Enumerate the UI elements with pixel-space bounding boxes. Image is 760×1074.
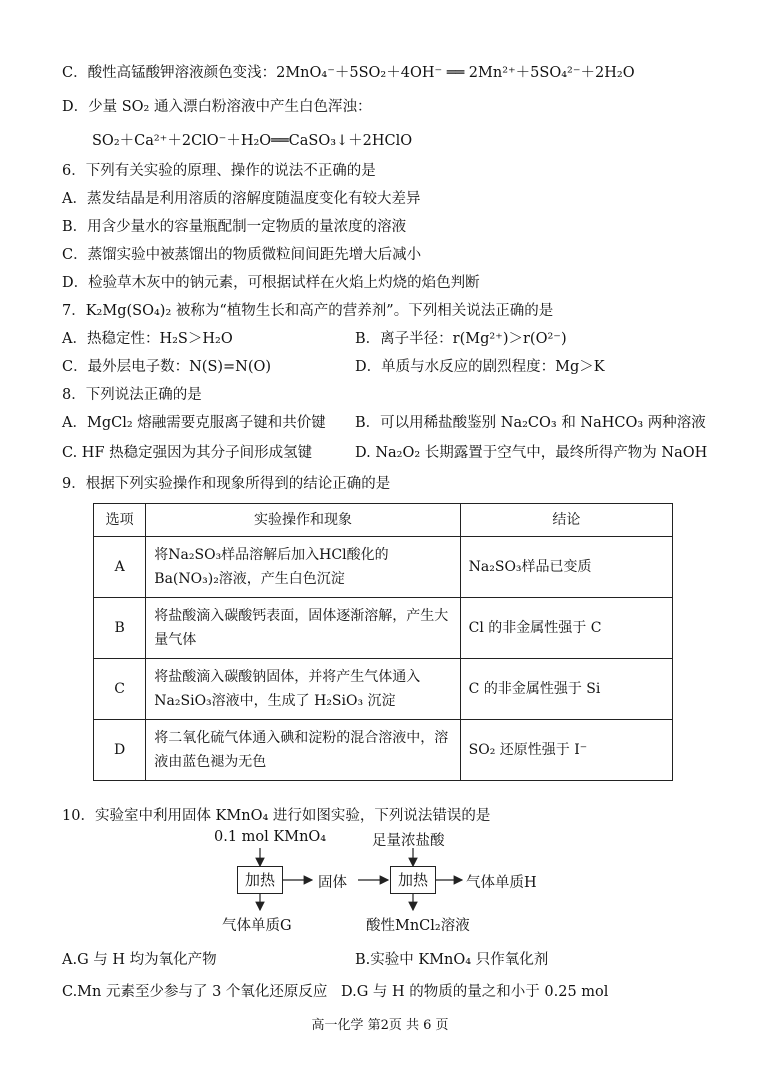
diagram-solid: 固体 — [318, 875, 347, 891]
table-row — [94, 537, 673, 598]
q8-option-b: B．可以用稀盐酸鉴别 Na₂CO₃ 和 NaHCO₃ 两种溶液 — [355, 415, 706, 431]
row-conclusion: Cl 的非金属性强于 C — [460, 598, 672, 659]
row-option: A — [94, 537, 146, 598]
header-conclusion: 结论 — [460, 504, 672, 537]
q7-option-d: D．单质与水反应的剧烈程度：Mg＞K — [355, 359, 605, 375]
q7-stem: 7．K₂Mg(SO₄)₂ 被称为“植物生长和高产的营养剂”。下列相关说法正确的是 — [62, 303, 554, 319]
row-option: D — [94, 720, 146, 781]
q10-stem: 10．实验室中利用固体 KMnO₄ 进行如图实验，下列说法错误的是 — [62, 808, 491, 824]
q10-option-b: B.实验中 KMnO₄ 只作氧化剂 — [355, 952, 549, 968]
row-conclusion: C 的非金属性强于 Si — [460, 659, 672, 720]
q8-option-c: C. HF 热稳定强因为其分子间形成氢键 — [62, 445, 313, 461]
row-conclusion: SO₂ 还原性强于 I⁻ — [460, 720, 672, 781]
diagram-reagent2: 足量浓盐酸 — [372, 833, 445, 849]
row-conclusion: Na₂SO₃样品已变质 — [460, 537, 672, 598]
q10-option-d: D.G 与 H 的物质的量之和小于 0.25 mol — [341, 984, 609, 1000]
row-operation: 将Na₂SO₃样品溶解后加入HCl酸化的Ba(NO₃)₂溶液，产生白色沉淀 — [146, 537, 460, 598]
q7-option-a: A．热稳定性：H₂S＞H₂O — [62, 331, 233, 347]
diagram-reagent1: 0.1 mol KMnO₄ — [214, 829, 327, 845]
q10-option-a: A.G 与 H 均为氧化产物 — [62, 952, 217, 968]
q7-option-b: B．离子半径：r(Mg²⁺)＞r(O²⁻) — [355, 331, 567, 347]
row-option: B — [94, 598, 146, 659]
row-operation: 将盐酸滴入碳酸钙表面，固体逐渐溶解，产生大量气体 — [146, 598, 460, 659]
row-operation: 将二氧化硫气体通入碘和淀粉的混合溶液中，溶液由蓝色褪为无色 — [146, 720, 460, 781]
table-row — [94, 659, 673, 720]
q8-option-a: A．MgCl₂ 熔融需要克服离子键和共价键 — [62, 415, 326, 431]
table-row — [94, 598, 673, 659]
table-header-row — [94, 504, 673, 537]
diagram-gas-h: 气体单质H — [466, 875, 537, 891]
q5-option-d-equation: SO₂＋Ca²⁺＋2ClO⁻＋H₂O══CaSO₃↓＋2HClO — [92, 133, 413, 149]
header-operation: 实验操作和现象 — [146, 504, 460, 537]
q6-option-a: A．蒸发结晶是利用溶质的溶解度随温度变化有较大差异 — [62, 191, 421, 207]
diagram-heat-box-2: 加热 — [390, 866, 436, 894]
q6-option-b: B．用含少量水的容量瓶配制一定物质的量浓度的溶液 — [62, 219, 407, 235]
q8-option-d: D. Na₂O₂ 长期露置于空气中，最终所得产物为 NaOH — [355, 445, 708, 461]
row-operation: 将盐酸滴入碳酸钠固体，并将产生气体通入Na₂SiO₃溶液中，生成了 H₂SiO₃ 沉淀 — [146, 659, 460, 720]
q10-option-c: C.Mn 元素至少参与了 3 个氧化还原反应 — [62, 984, 328, 1000]
q8-stem: 8．下列说法正确的是 — [62, 387, 202, 403]
table-row — [94, 720, 673, 781]
q6-option-d: D．检验草木灰中的钠元素，可根据试样在火焰上灼烧的焰色判断 — [62, 275, 480, 291]
q5-option-c: C．酸性高锰酸钾溶液颜色变浅：2MnO₄⁻＋5SO₂＋4OH⁻ ══ 2Mn²⁺＋5SO₄²⁻＋2H₂O — [62, 65, 635, 81]
q9-table — [93, 503, 673, 781]
diagram-heat-box-1: 加热 — [237, 866, 283, 894]
row-option: C — [94, 659, 146, 720]
q5-option-d: D．少量 SO₂ 通入漂白粉溶液中产生白色浑浊： — [62, 99, 372, 115]
q7-option-c: C．最外层电子数：N(S)=N(O) — [62, 359, 272, 375]
diagram-gas-g: 气体单质G — [222, 918, 292, 934]
header-option: 选项 — [94, 504, 146, 537]
page-footer: 高一化学 第2页 共 6 页 — [311, 1018, 449, 1033]
q9-stem: 9．根据下列实验操作和现象所得到的结论正确的是 — [62, 476, 391, 492]
q6-option-c: C．蒸馏实验中被蒸馏出的物质微粒间间距先增大后减小 — [62, 247, 422, 263]
q6-stem: 6．下列有关实验的原理、操作的说法不正确的是 — [62, 163, 376, 179]
diagram-mncl2-solution: 酸性MnCl₂溶液 — [366, 918, 470, 934]
